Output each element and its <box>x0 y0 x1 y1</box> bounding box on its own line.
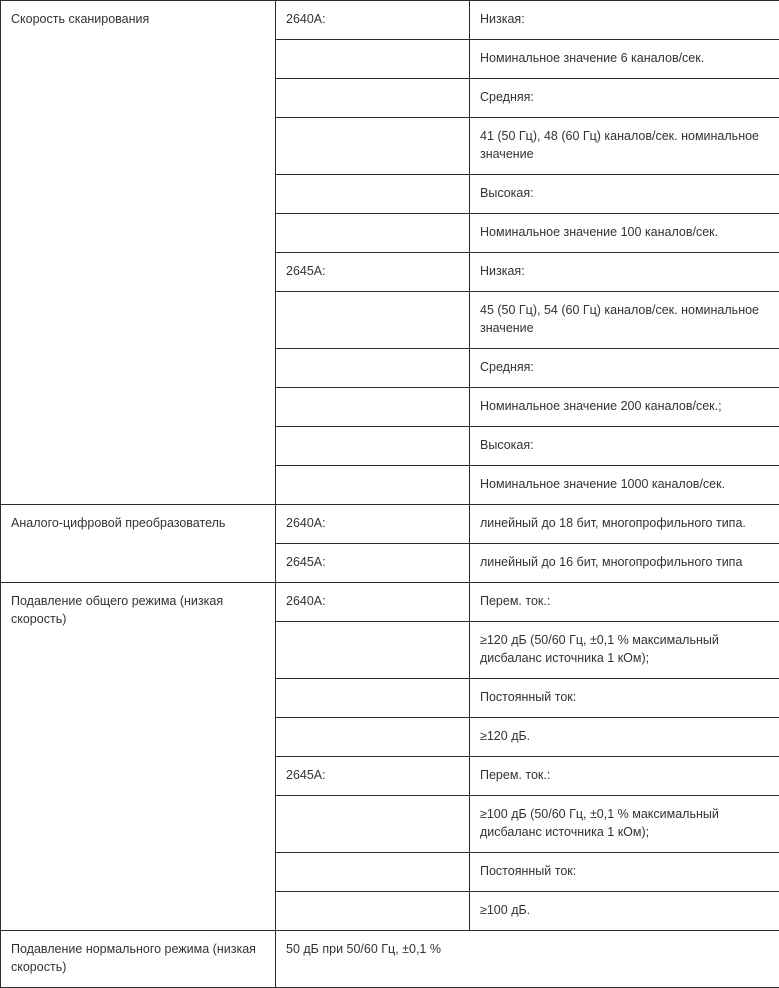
model-cell: 2640A: <box>276 1 470 40</box>
value-cell: ≥100 дБ (50/60 Гц, ±0,1 % максимальный дисбаланс источника 1 кОм); <box>470 796 779 853</box>
value-cell: Постоянный ток: <box>470 679 779 718</box>
value-cell: линейный до 16 бит, многопрофильного типа <box>470 544 779 583</box>
model-cell <box>276 466 470 505</box>
model-cell <box>276 292 470 349</box>
value-cell: Номинальное значение 100 каналов/сек. <box>470 214 779 253</box>
value-cell: Высокая: <box>470 175 779 214</box>
table-row <box>1 931 779 988</box>
value-cell: Средняя: <box>470 79 779 118</box>
model-cell: 2645A: <box>276 253 470 292</box>
model-cell <box>276 118 470 175</box>
value-cell: Низкая: <box>470 1 779 40</box>
model-cell: 2640A: <box>276 505 470 544</box>
model-cell: 2640A: <box>276 583 470 622</box>
value-cell: линейный до 18 бит, многопрофильного типа. <box>470 505 779 544</box>
model-cell <box>276 679 470 718</box>
table-row <box>1 505 779 544</box>
model-cell <box>276 214 470 253</box>
model-cell: 2645A: <box>276 544 470 583</box>
model-cell: 2645A: <box>276 757 470 796</box>
model-cell <box>276 427 470 466</box>
model-cell <box>276 853 470 892</box>
model-cell <box>276 79 470 118</box>
model-cell <box>276 892 470 931</box>
value-cell: 50 дБ при 50/60 Гц, ±0,1 % <box>276 931 779 988</box>
table-row <box>1 583 779 622</box>
value-cell: 45 (50 Гц), 54 (60 Гц) каналов/сек. номинальное значение <box>470 292 779 349</box>
model-cell <box>276 349 470 388</box>
value-cell: Перем. ток.: <box>470 757 779 796</box>
value-cell: Номинальное значение 200 каналов/сек.; <box>470 388 779 427</box>
model-cell <box>276 388 470 427</box>
value-cell: Постоянный ток: <box>470 853 779 892</box>
model-cell <box>276 622 470 679</box>
model-cell <box>276 40 470 79</box>
value-cell: Высокая: <box>470 427 779 466</box>
value-cell: Низкая: <box>470 253 779 292</box>
value-cell: ≥120 дБ. <box>470 718 779 757</box>
table-row <box>1 1 779 40</box>
parameter-cell: Аналого-цифровой преобразователь <box>1 505 276 583</box>
value-cell: ≥120 дБ (50/60 Гц, ±0,1 % максимальный дисбаланс источника 1 кОм); <box>470 622 779 679</box>
value-cell: Перем. ток.: <box>470 583 779 622</box>
parameter-cell: Подавление общего режима (низкая скорость) <box>1 583 276 931</box>
model-cell <box>276 718 470 757</box>
parameter-cell: Подавление нормального режима (низкая скорость) <box>1 931 276 988</box>
model-cell <box>276 175 470 214</box>
value-cell: Средняя: <box>470 349 779 388</box>
parameter-cell: Скорость сканирования <box>1 1 276 505</box>
value-cell: ≥100 дБ. <box>470 892 779 931</box>
value-cell: Номинальное значение 1000 каналов/сек. <box>470 466 779 505</box>
value-cell: 41 (50 Гц), 48 (60 Гц) каналов/сек. номинальное значение <box>470 118 779 175</box>
value-cell: Номинальное значение 6 каналов/сек. <box>470 40 779 79</box>
model-cell <box>276 796 470 853</box>
